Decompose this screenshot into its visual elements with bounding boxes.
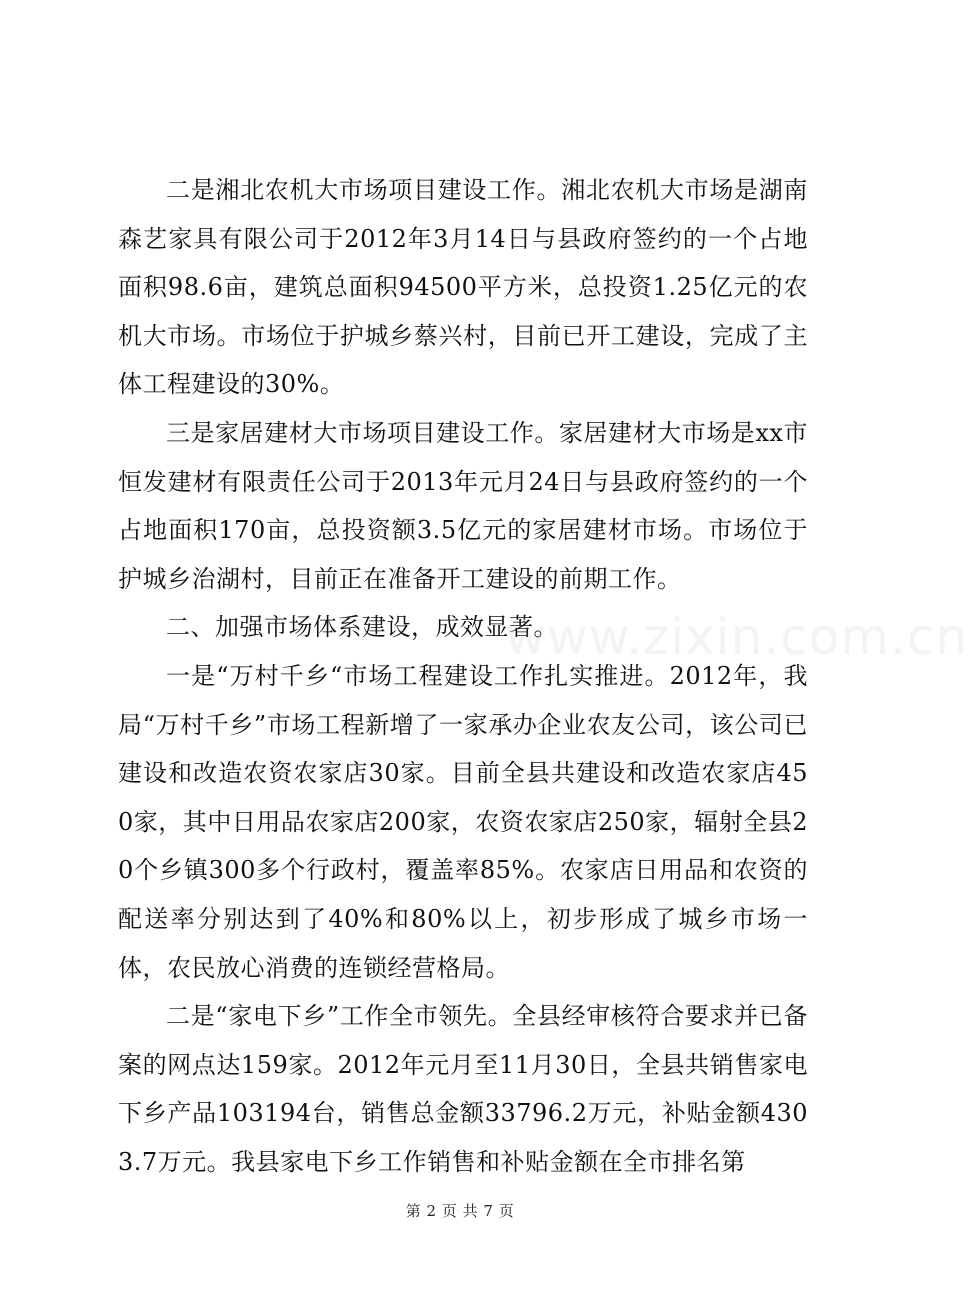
watermark: www.zixin.com.cn <box>505 608 968 666</box>
paragraph-appliances-to-countryside: 二是“家电下乡”工作全市领先。全县经审核符合要求并已备案的网点达159家。2012年元月至11月30日，全县共销售家电下乡产品103194台，销售总金额33796.2万元，补贴金额4303.7万元。我县家电下乡工作销售和补贴金额在全市排名第 <box>118 1002 808 1176</box>
document-body <box>118 166 808 1186</box>
paragraph-village-market-project: 一是“万村千乡“市场工程建设工作扎实推进。2012年，我局“万村千乡”市场工程新增了一家承办企业农友公司，该公司已建设和改造农资农家店30家。目前全县共建设和改造农家店450家，其中日用品农家店200家，农资农家店250家，辐射全县20个乡镇300多个行政村，覆盖率85%。农家店日用品和农资的配送率分别达到了40%和80%以上，初步形成了城乡市场一体，农民放心消费的连锁经营格局。 <box>118 661 808 982</box>
section-heading-market-system: 二、加强市场体系建设，成效显著。 <box>166 613 558 642</box>
paragraph-building-materials-market: 三是家居建材大市场项目建设工作。家居建材大市场是xx市恒发建材有限责任公司于2013年元月24日与县政府签约的一个占地面积170亩，总投资额3.5亿元的家居建材市场。市场位于护城乡治湖村，目前正在准备开工建设的前期工作。 <box>118 418 808 593</box>
page-footer: 第 2 页 共 7 页 <box>405 1202 515 1220</box>
paragraph-farm-machinery-market: 二是湘北农机大市场项目建设工作。湘北农机大市场是湖南森艺家具有限公司于2012年3月14日与县政府签约的一个占地面积98.6亩，建筑总面积94500平方米，总投资1.25亿元的农机大市场。市场位于护城乡蔡兴村，目前已开工建设，完成了主体工程建设的30%。 <box>118 176 808 399</box>
